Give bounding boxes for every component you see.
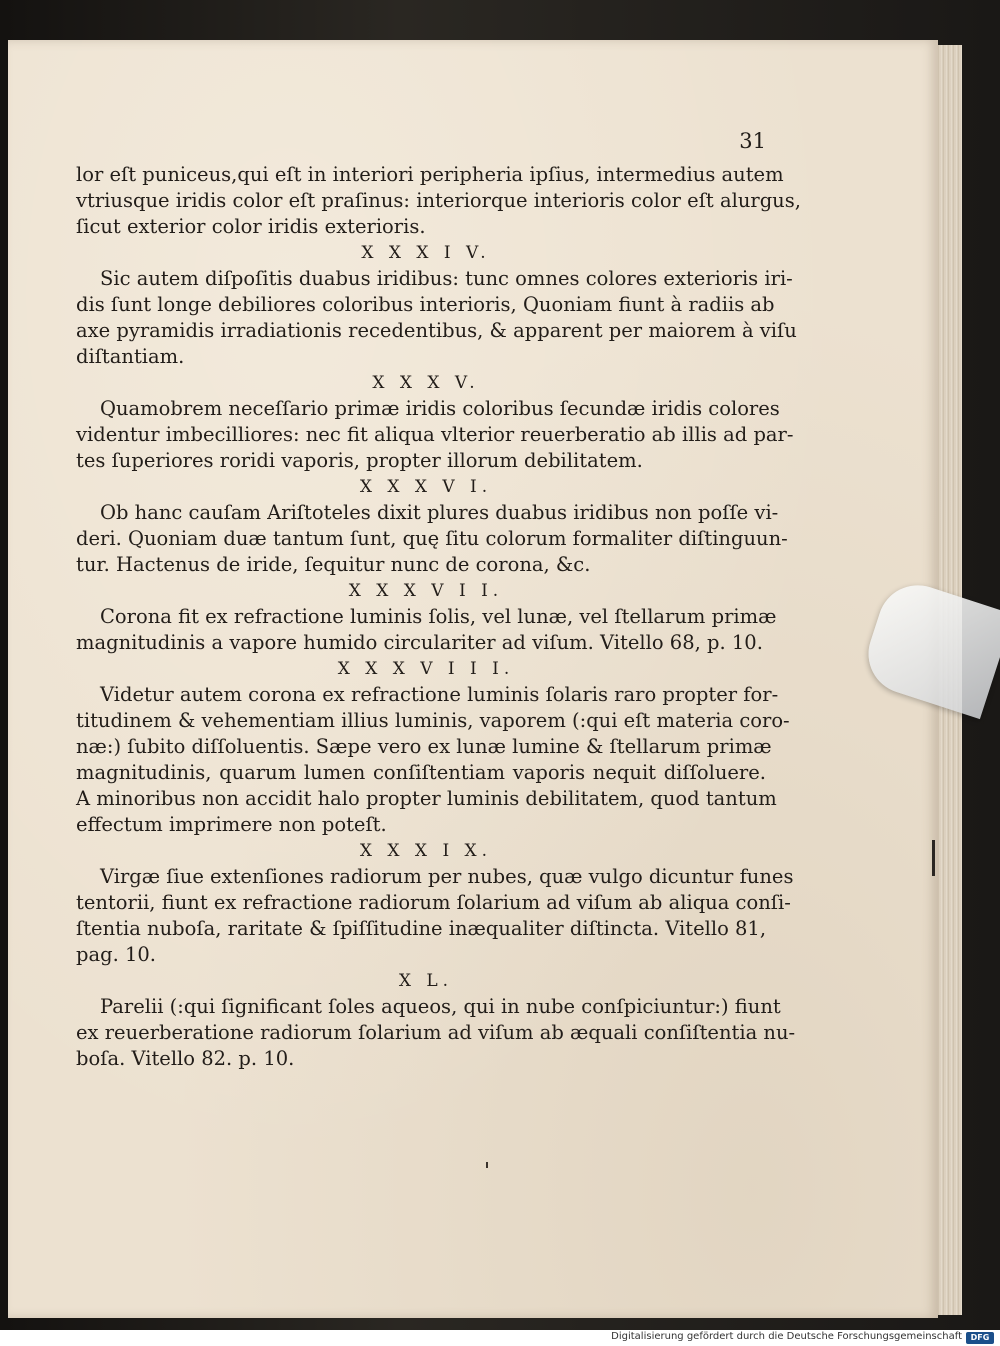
dfg-logo: DFG: [966, 1332, 994, 1344]
text-line: A minoribus non accidit halo propter luminis debilitatem, quod tantum: [76, 787, 777, 810]
text-line: vtriusque iridis color eſt praſinus: interiorque interioris color eſt alurgus,: [76, 189, 801, 212]
text-line: Virgæ ſiue extenſiones radiorum per nubes, quæ vulgo dicuntur funes: [100, 865, 794, 888]
text-line: dis ſunt longe debiliores coloribus interioris, Quoniam fiunt à radiis ab: [76, 293, 775, 316]
margin-mark: [932, 840, 935, 876]
text-line: ſicut exterior color iridis exterioris.: [76, 215, 426, 238]
page-number: 31: [739, 129, 766, 153]
section-heading: X X X V I I I.: [337, 659, 515, 679]
body-lines: [76, 162, 801, 1072]
text-line: magnitudinis a vapore humido circulariter ad viſum. Vitello 68, p. 10.: [76, 631, 763, 654]
section-heading: X X X V.: [372, 373, 480, 393]
text-line: Parelii (:qui ſignificant ſoles aqueos, qui in nube conſpiciuntur:) fiunt: [100, 995, 781, 1018]
footer-bar: [0, 1330, 1000, 1346]
text-line: axe pyramidis irradiationis recedentibus, & apparent per maiorem à viſu: [76, 319, 797, 342]
footer-credit: Digitalisierung gefördert durch die Deutsche Forschungsgemeinschaft: [611, 1331, 962, 1342]
page-text-block: [76, 128, 801, 1072]
text-line: effectum imprimere non poteſt.: [76, 813, 387, 836]
text-line: boſa. Vitello 82. p. 10.: [76, 1047, 295, 1070]
text-line: næ:) ſubito diſſoluentis. Sæpe vero ex lunæ lumine & ſtellarum primæ: [76, 735, 772, 758]
text-line: tes ſuperiores roridi vaporis, propter illorum debilitatem.: [76, 449, 643, 472]
section-heading: X X X V I.: [359, 477, 493, 497]
text-line: tentorii, fiunt ex refractione radiorum ſolarium ad viſum ab aliqua conſi-: [76, 891, 791, 914]
text-line: Ob hanc cauſam Ariſtoteles dixit plures duabus iridibus non poſſe vi-: [100, 501, 779, 524]
section-heading: X X X I V.: [361, 243, 491, 263]
section-heading: X X X V I I.: [348, 581, 504, 601]
section-heading: X X X I X.: [359, 841, 493, 861]
text-line: Videtur autem corona ex refractione luminis ſolaris raro propter for-: [100, 683, 779, 706]
text-line: titudinem & vehementiam illius luminis, vaporem (:qui eſt materia coro-: [76, 709, 790, 732]
text-line: magnitudinis, quarum lumen conſiſtentiam vaporis nequit diſſoluere.: [76, 761, 766, 784]
text-line: diſtantiam.: [76, 345, 185, 368]
section-heading: X L.: [398, 971, 454, 991]
text-line: videntur imbecilliores: nec fit aliqua vlterior reuerberatio ab illis ad par-: [76, 423, 794, 446]
text-line: Corona fit ex refractione luminis ſolis, vel lunæ, vel ſtellarum primæ: [100, 605, 777, 628]
text-line: lor eſt puniceus,qui eſt in interiori peripheria ipſius, intermedius autem: [76, 163, 784, 186]
ink-speck: [486, 1162, 488, 1168]
text-line: pag. 10.: [76, 943, 156, 966]
text-line: ex reuerberatione radiorum ſolarium ad viſum ab æquali conſiſtentia nu-: [76, 1021, 796, 1044]
text-line: Sic autem diſpoſitis duabus iridibus: tunc omnes colores exterioris iri-: [100, 267, 793, 290]
text-line: deri. Quoniam duæ tantum ſunt, quę ſitu colorum formaliter diſtinguun-: [76, 527, 788, 550]
text-line: ſtentia nuboſa, raritate & ſpiſſitudine inæqualiter diſtincta. Vitello 81,: [76, 917, 767, 940]
text-line: Quamobrem neceſſario primæ iridis coloribus ſecundæ iridis colores: [100, 397, 780, 420]
text-line: tur. Hactenus de iride, ſequitur nunc de corona, &c.: [76, 553, 591, 576]
